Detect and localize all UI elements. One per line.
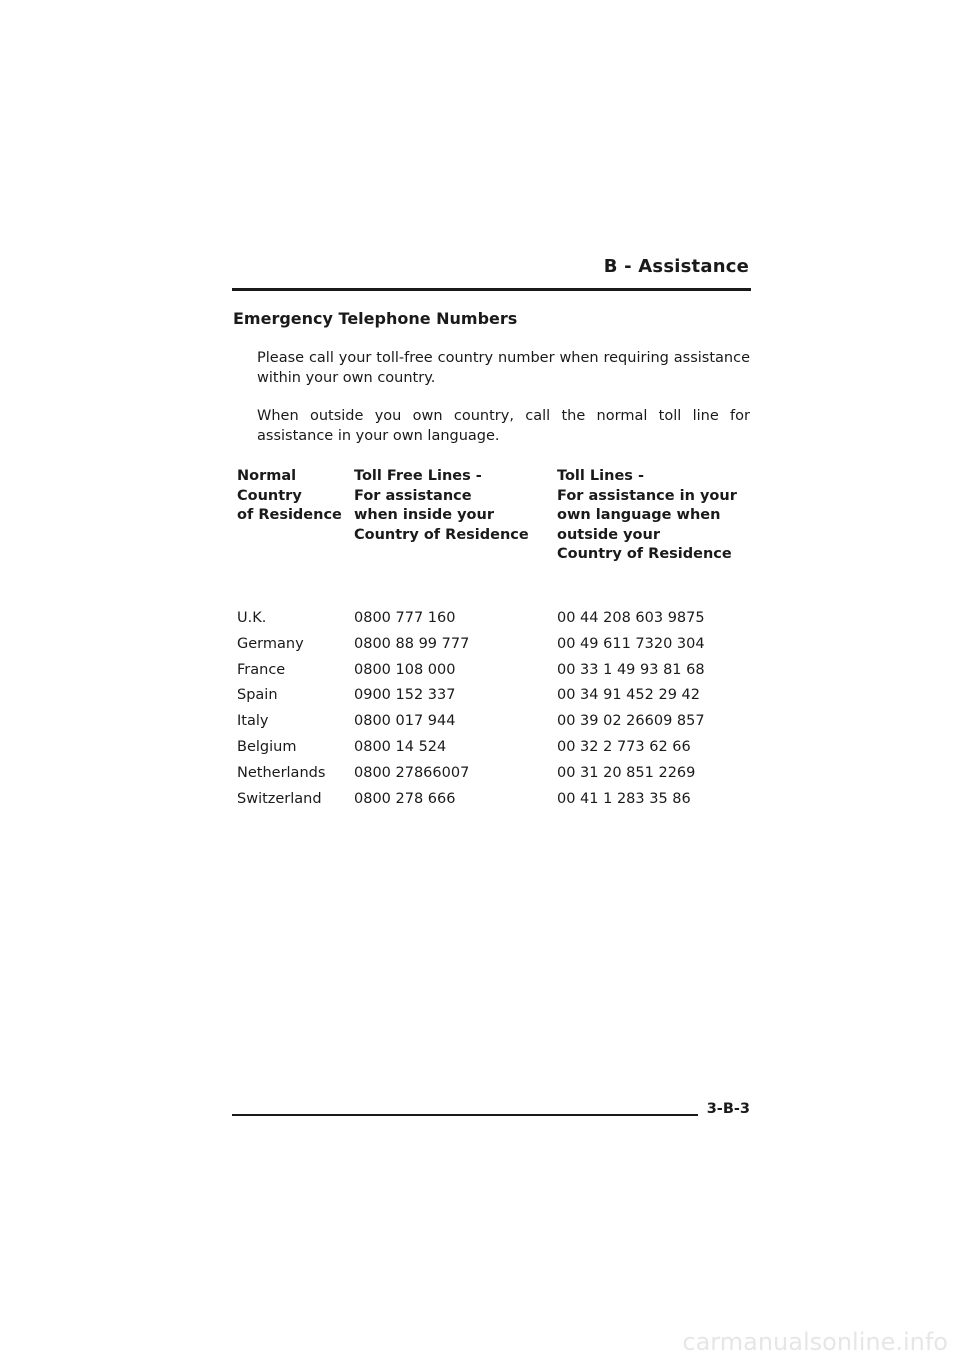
table-row	[0, 607, 960, 633]
table-row	[0, 684, 960, 710]
page-header-title: B - Assistance	[603, 256, 749, 277]
country-cell: U.K.	[237, 610, 267, 626]
toll-cell: 00 33 1 49 93 81 68	[557, 661, 705, 678]
country-cell: Switzerland	[237, 790, 322, 807]
toll-cell: 00 39 02 26609 857	[557, 713, 705, 730]
footer-rule	[232, 1114, 698, 1116]
table-row	[0, 788, 960, 814]
phone-number-table	[0, 607, 960, 813]
country-cell: France	[237, 661, 286, 678]
table-row	[0, 710, 960, 736]
country-cell: Italy	[237, 713, 269, 730]
toll-free-cell: 0800 27866007	[354, 764, 470, 781]
watermark: carmanualsonline.info	[682, 1328, 948, 1356]
toll-cell: 00 41 1 283 35 86	[557, 790, 691, 807]
toll-free-cell: 0800 88 99 777	[354, 635, 470, 652]
outside-country-paragraph: When outside you own country, call the normal toll line for assistance in your own language.	[257, 408, 750, 444]
table-row	[0, 762, 960, 788]
toll-cell: 00 31 20 851 2269	[557, 764, 696, 781]
column-header-toll-free: Toll Free Lines - For assistance when inside your Country of Residence	[354, 468, 529, 543]
toll-free-cell: 0800 14 524	[354, 738, 447, 755]
section-heading: Emergency Telephone Numbers	[233, 309, 518, 328]
column-header-toll: Toll Lines - For assistance in your own language when outside your Country of Residence	[557, 468, 737, 562]
toll-free-cell: 0800 017 944	[354, 713, 456, 730]
toll-free-cell: 0800 108 000	[354, 661, 456, 678]
country-cell: Belgium	[237, 738, 297, 755]
table-row	[0, 736, 960, 762]
toll-cell: 00 34 91 452 29 42	[557, 687, 700, 704]
table-row	[0, 659, 960, 685]
intro-paragraph: Please call your toll-free country number when requiring assistance within your own country.	[257, 350, 750, 386]
toll-cell: 00 49 611 7320 304	[557, 635, 705, 652]
toll-free-cell: 0800 777 160	[354, 610, 456, 626]
toll-cell: 00 44 208 603 9875	[557, 610, 705, 626]
country-cell: Germany	[237, 635, 304, 652]
page-number: 3-B-3	[706, 1101, 750, 1117]
toll-free-cell: 0900 152 337	[354, 687, 456, 704]
toll-cell: 00 32 2 773 62 66	[557, 738, 691, 755]
column-header-country: Normal Country of Residence	[237, 468, 342, 523]
country-cell: Netherlands	[237, 764, 326, 781]
country-cell: Spain	[237, 687, 278, 704]
header-rule	[232, 288, 751, 291]
toll-free-cell: 0800 278 666	[354, 790, 456, 807]
table-row	[0, 633, 960, 659]
